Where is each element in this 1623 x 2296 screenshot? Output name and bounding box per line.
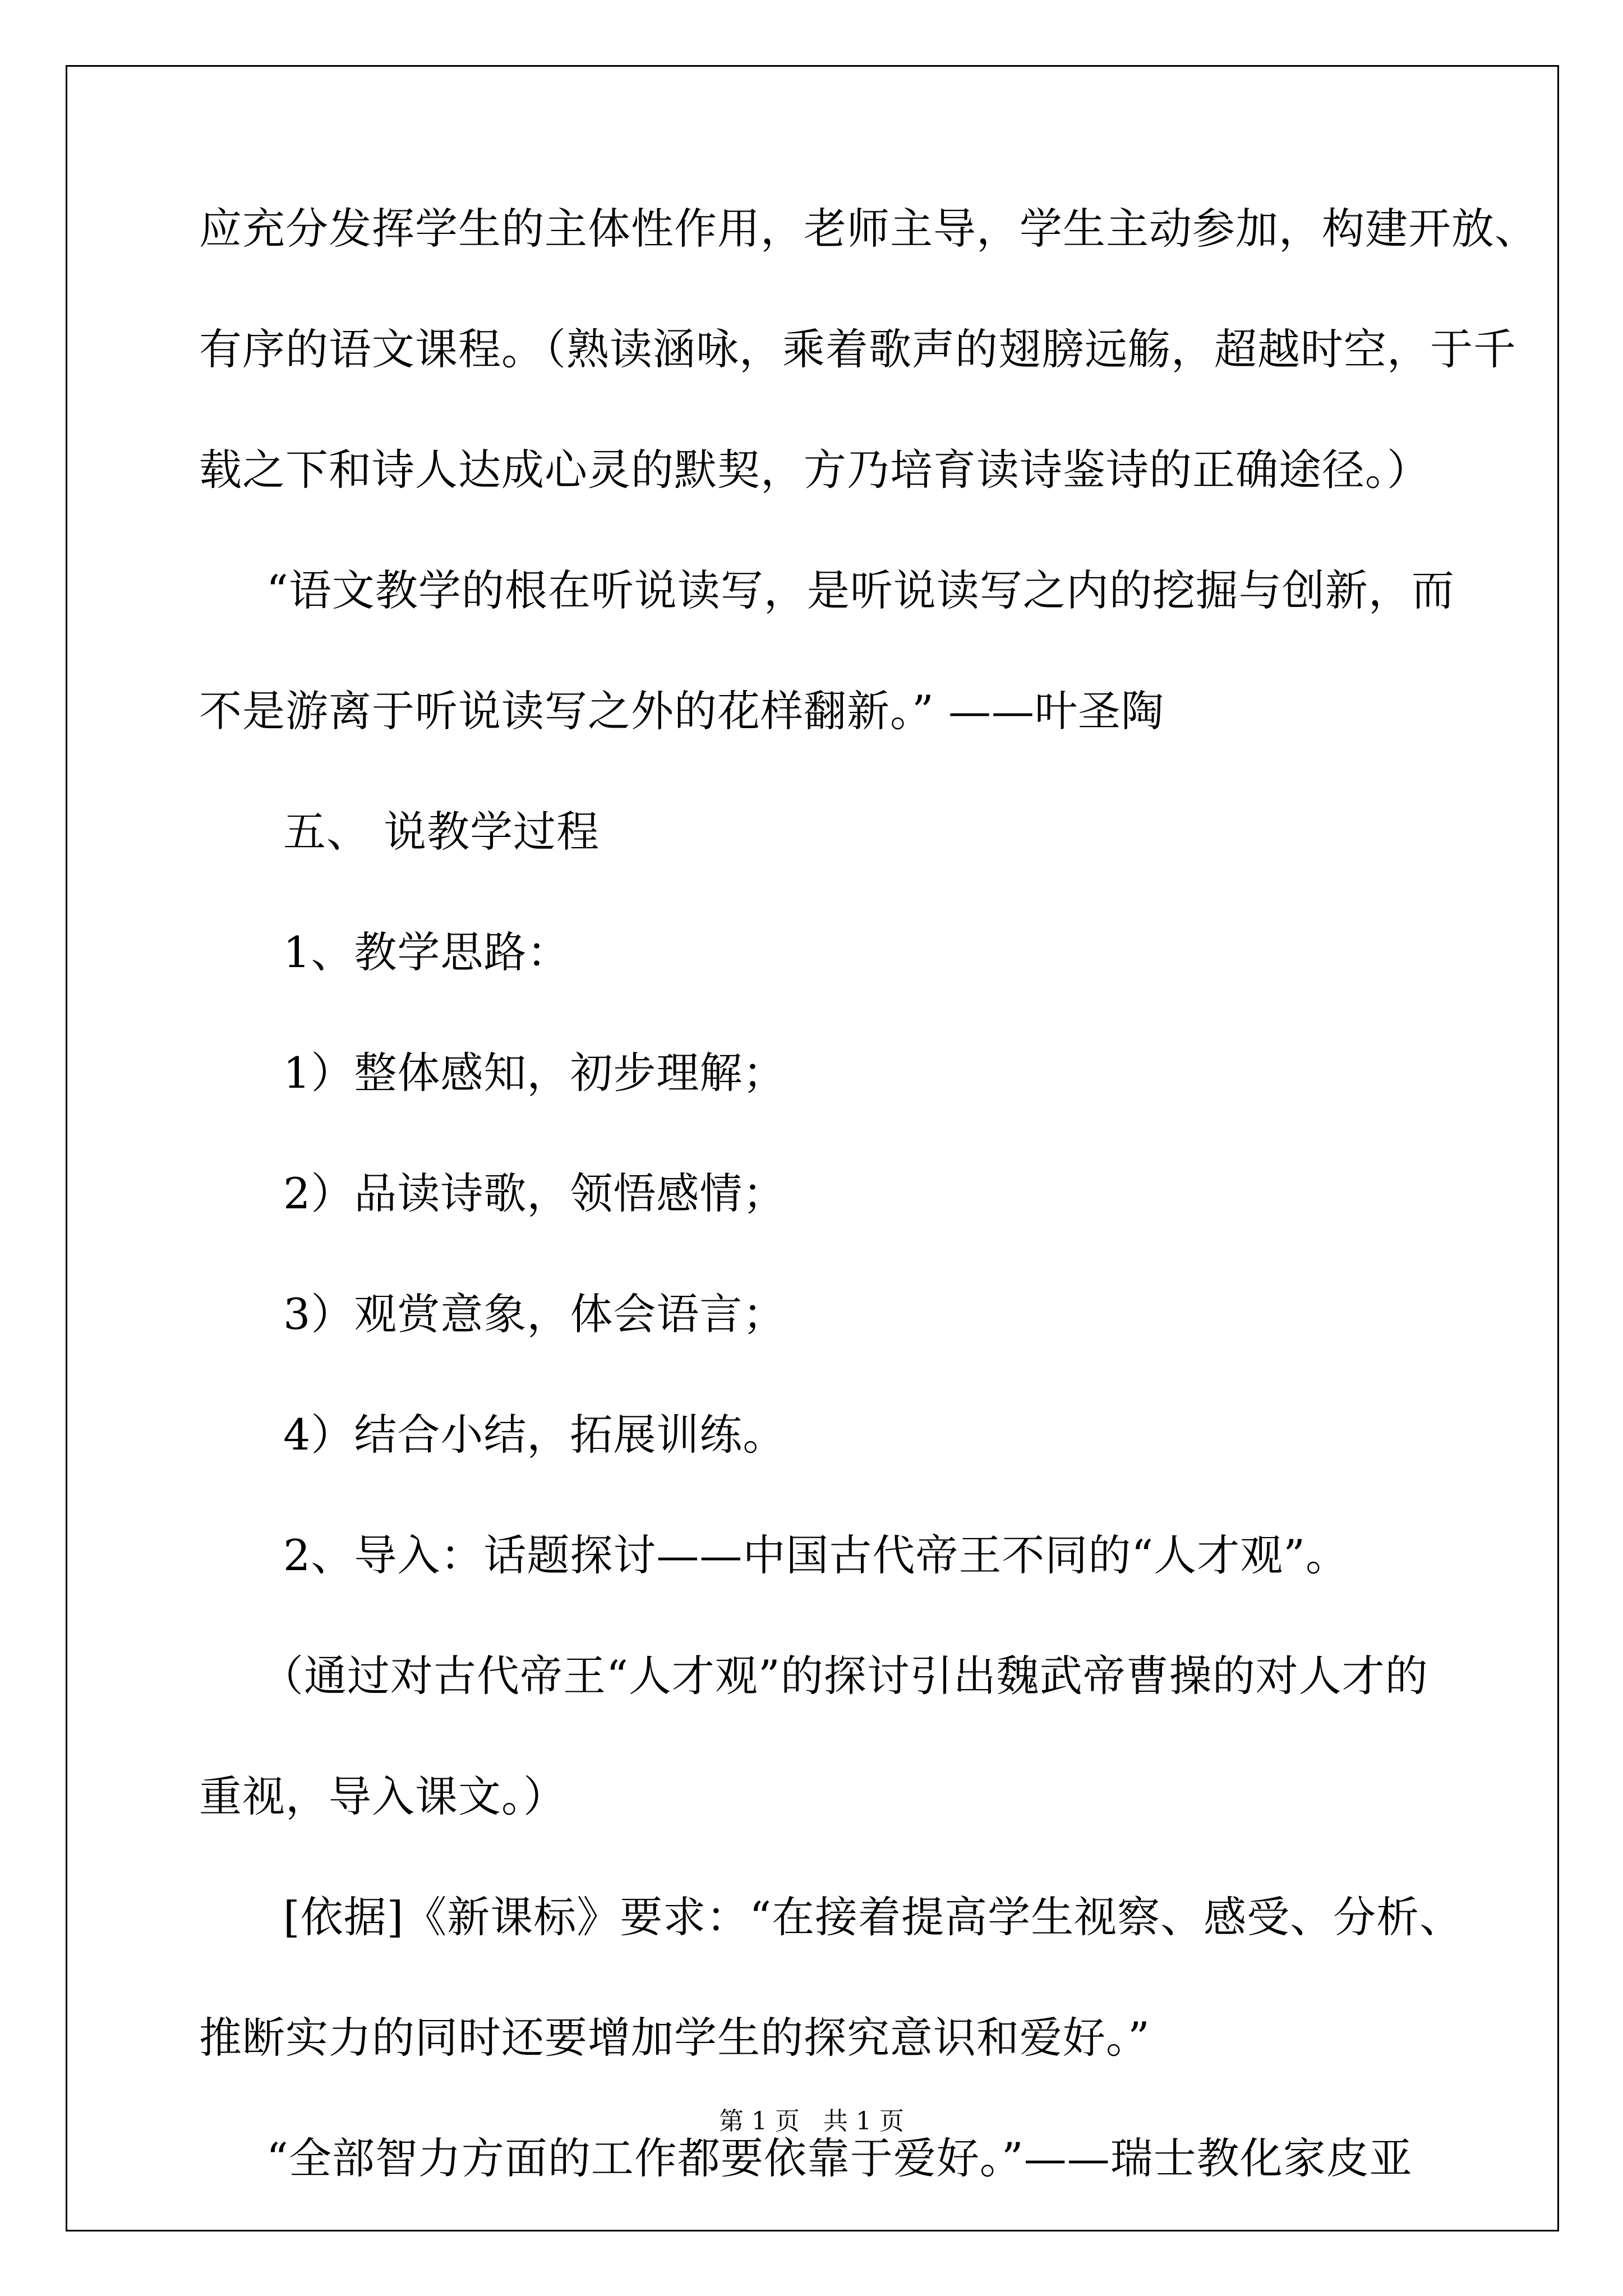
paragraph-line: [依据]《新课标》要求：“在接着提高学生视察、感受、分析、 — [283, 1892, 1463, 1942]
paragraph-line: 应充分发挥学生的主体性作用，老师主导，学生主动参加，构建开放、 — [199, 204, 1538, 254]
quote-line: 不是游离于听说读写之外的花样翻新。” ——叶圣陶 — [199, 686, 1165, 736]
list-item: 2）品读诗歌，领悟感情； — [283, 1168, 786, 1218]
list-item: 4）结合小结，拓展训练。 — [283, 1410, 786, 1460]
paragraph-line: （通过对古代帝王“人才观”的探讨引出魏武帝曹操的对人才的 — [261, 1651, 1428, 1701]
list-item: 3）观赏意象，体会语言； — [283, 1289, 786, 1339]
subsection-heading: 1、教学思路： — [283, 927, 570, 977]
paragraph-line: 有序的语文课程。（熟读涵咏，乘着歌声的翅膀远觞，超越时空，于千 — [199, 324, 1516, 374]
page-number-footer: 第 1 页 共 1 页 — [719, 2107, 904, 2136]
paragraph-line: 重视，导入课文。） — [199, 1772, 566, 1821]
paragraph-line: 推断实力的同时还要增加学生的探究意识和爱好。” — [199, 2013, 1150, 2063]
quote-line: “全部智力方面的工作都要依靠于爱好。”——瑞士教化家皮亚 — [266, 2133, 1413, 2183]
subsection-heading: 2、导入：话题探讨——中国古代帝王不同的“人才观”。 — [283, 1530, 1349, 1580]
list-item: 1）整体感知，初步理解； — [283, 1048, 786, 1098]
paragraph-line: 载之下和诗人达成心灵的默契，方乃培育读诗鉴诗的正确途径。） — [199, 445, 1430, 495]
quote-line: “语文教学的根在听说读写，是听说读写之内的挖掘与创新，而 — [266, 565, 1455, 615]
section-heading: 五、 说教学过程 — [283, 807, 600, 857]
